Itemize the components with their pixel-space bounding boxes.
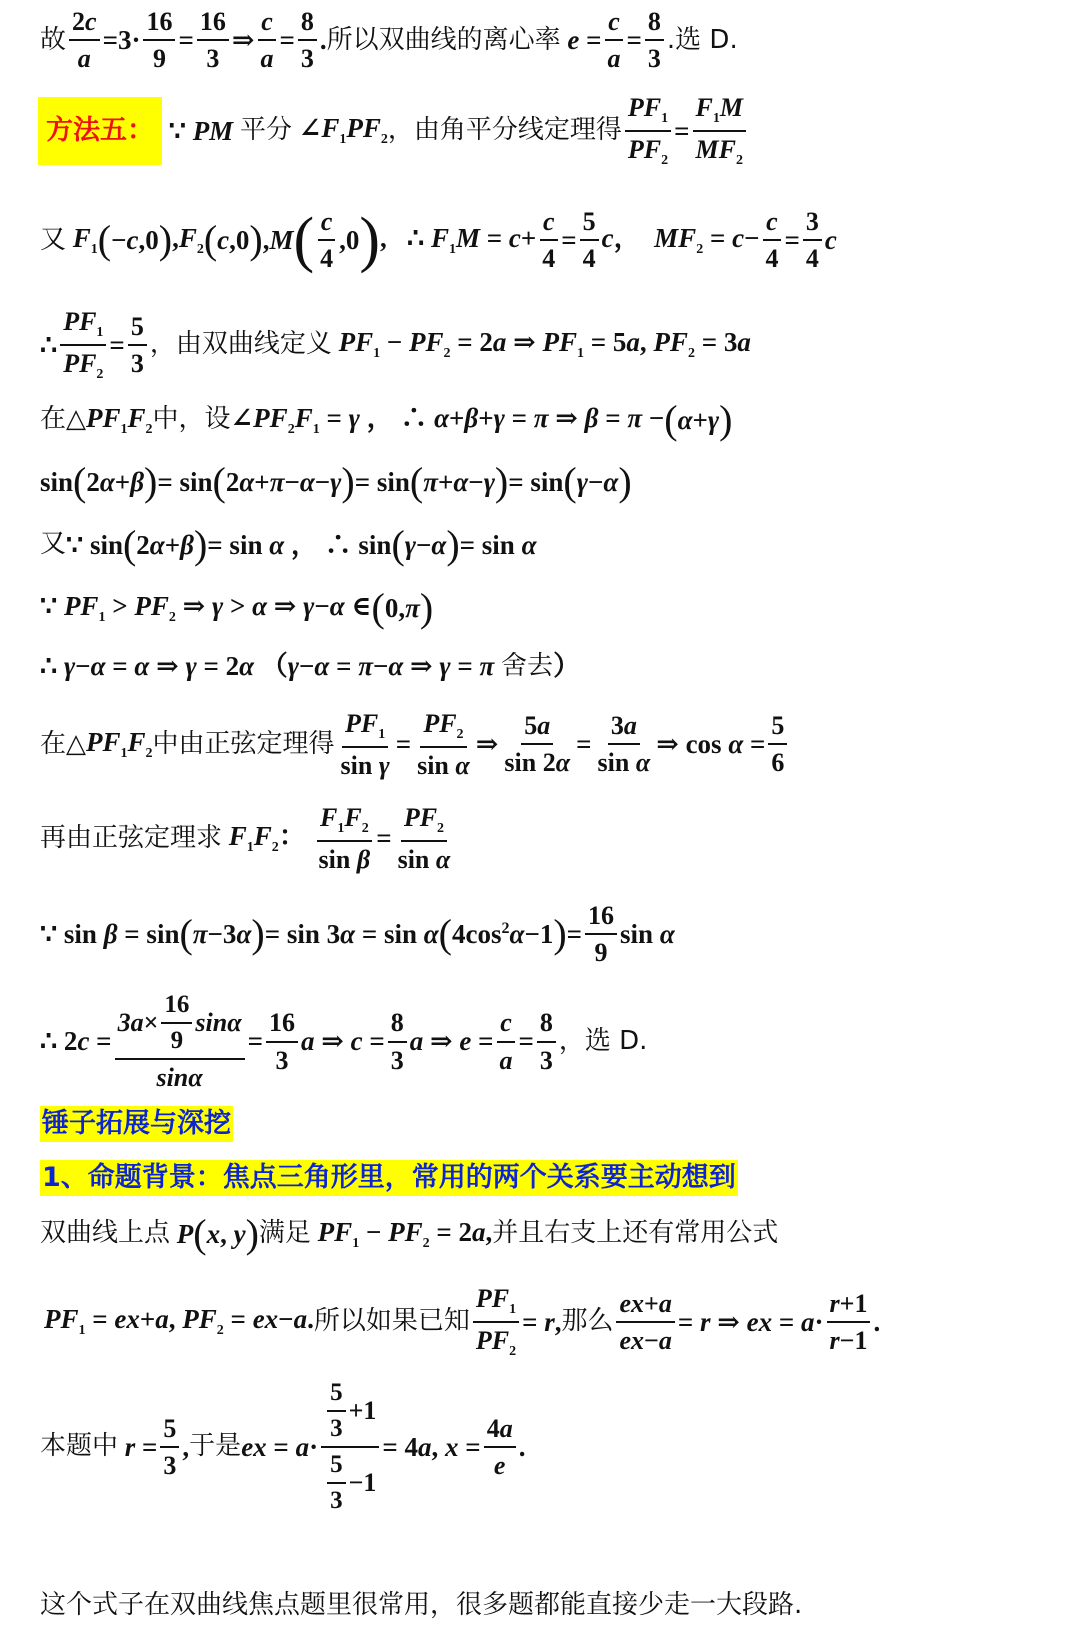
line-ecc-result: 故 $\frac{2c}{a}$ =3· $\frac{16}{9}$ = $\frac{16}{3}$ ⇒ $\frac{c}{a}$ = $\frac{8}{3}$ . 所以双曲线的离心率 e = $\frac{c}{a}$ = $\frac{8}{3}$ .选 D. (40, 7, 738, 74)
line-coords: 又 $F_1$ ( −c,0 ) $,F_2$ ( c,0 ) ,M ( $\frac{c}{4}$ ,0 ) , ∴ $F_1M = c+$ $\frac{c}{4}$ = $\frac{5}{4}$ c， $MF_2 = c-$ $\frac{c}{4}$ = $\frac{3}{4}$ c (40, 206, 837, 275)
line-final-calc: ∴ 2c = 3a× $\frac{16}{9}$ sinα sinα = $\frac{16}{3}$ a ⇒ c = $\frac{8}{3}$ a ⇒ e = $\frac{c}{a}$ = $\frac{8}{3}$ ，选 D. (40, 991, 648, 1092)
line-method-five: 方法五： ∵ PM 平分 $\angle F_1PF_2$ ，由角平分线定理得 $\frac{PF_1}{PF_2}$ = $\frac{F_1M}{MF_2}$ (38, 92, 749, 170)
line-ratio: ∴ $\frac{PF_1}{PF_2}$ = $\frac{5}{3}$ ，由双曲线定义 $PF_1 - PF_2 = 2a$ ⇒ $PF_1 = 5a$, $PF_2 = 3a$ (40, 307, 751, 382)
bg-line-1: 双曲线上点 P ( x, y ) 满足 $PF_1 - PF_2 = 2a$, 并且右支上还有常用公式 (40, 1211, 779, 1256)
line-gamma: ∴ γ−α = α ⇒ γ = 2α （γ−α = π−α ⇒ γ = π 舍去 ） (40, 650, 581, 681)
background-title: 1、命题背景：焦点三角形里，常用的两个关系要主动想到 (40, 1160, 738, 1196)
line-sine-law: 在△ $PF_1F_2$ 中由正弦定理得 $\frac{PF_1}{\text{sin γ}}$ = $\frac{PF_2}{\text{sin α}}$ ⇒ $\frac{5a}{\sin 2\alpha}$ = $\frac{3a}{\text{sin α}}$ ⇒ cos α = $\frac{5}{6}$ (40, 708, 790, 781)
line-sin-identity: sin ( 2α+β ) = sin ( 2α+π−α−γ ) = sin ( π+α−γ ) = sin ( γ−α ) (40, 459, 632, 504)
line-sin-equal: 又 ∵ sin ( 2α+β ) = sin α ， ∴ sin ( γ−α ) = sin α (40, 522, 537, 567)
method-five-label: 方法五： (38, 97, 162, 165)
line-sine-law-2: 再由正弦定理求 $F_1F_2$： $\frac{F_1F_2}{\text{sin β}}$ = $\frac{PF_2}{\text{sin α}}$ (40, 803, 451, 874)
bg-line-2: $PF_1 = ex+a$, $PF_2 = ex-a$. 所以如果已知 $\frac{PF_1}{PF_2}$ = r, 那么 $\frac{ex+a}{ex-a}$ = r ⇒ ex = a· $\frac{r+1}{r-1}$ . (44, 1284, 881, 1359)
final-line: 这个式子在双曲线焦点题里很常用，很多题都能直接少走一大段路. (40, 1590, 803, 1620)
line-angle: 在△ $PF_1F_2$ 中，设 $\angle PF_2F_1 = \gamma$ ， ∴ α+β+γ = π ⇒ β = π − ( α+γ ) (40, 397, 733, 442)
line-sin-beta: ∵ sin β = sin ( π−3α ) = sin 3α = sin α ( $4\cos^2\alpha-1$ ) = $\frac{16}{9}$ sin α (40, 901, 675, 968)
section-title: 锤子拓展与深挖 (40, 1106, 233, 1142)
bg-line-3: 本题中 r = $\frac{5}{3}$ , 于是 ex = a· $\frac{5}{3}$ +1 $\frac{5}{3}$ −1 = 4a, x = $\frac{4a}{e}$ . (40, 1379, 526, 1514)
line-range: ∵ $PF_1 > PF_2$ ⇒ γ > α ⇒ γ−α ∈ ( 0,π ) (40, 585, 434, 630)
